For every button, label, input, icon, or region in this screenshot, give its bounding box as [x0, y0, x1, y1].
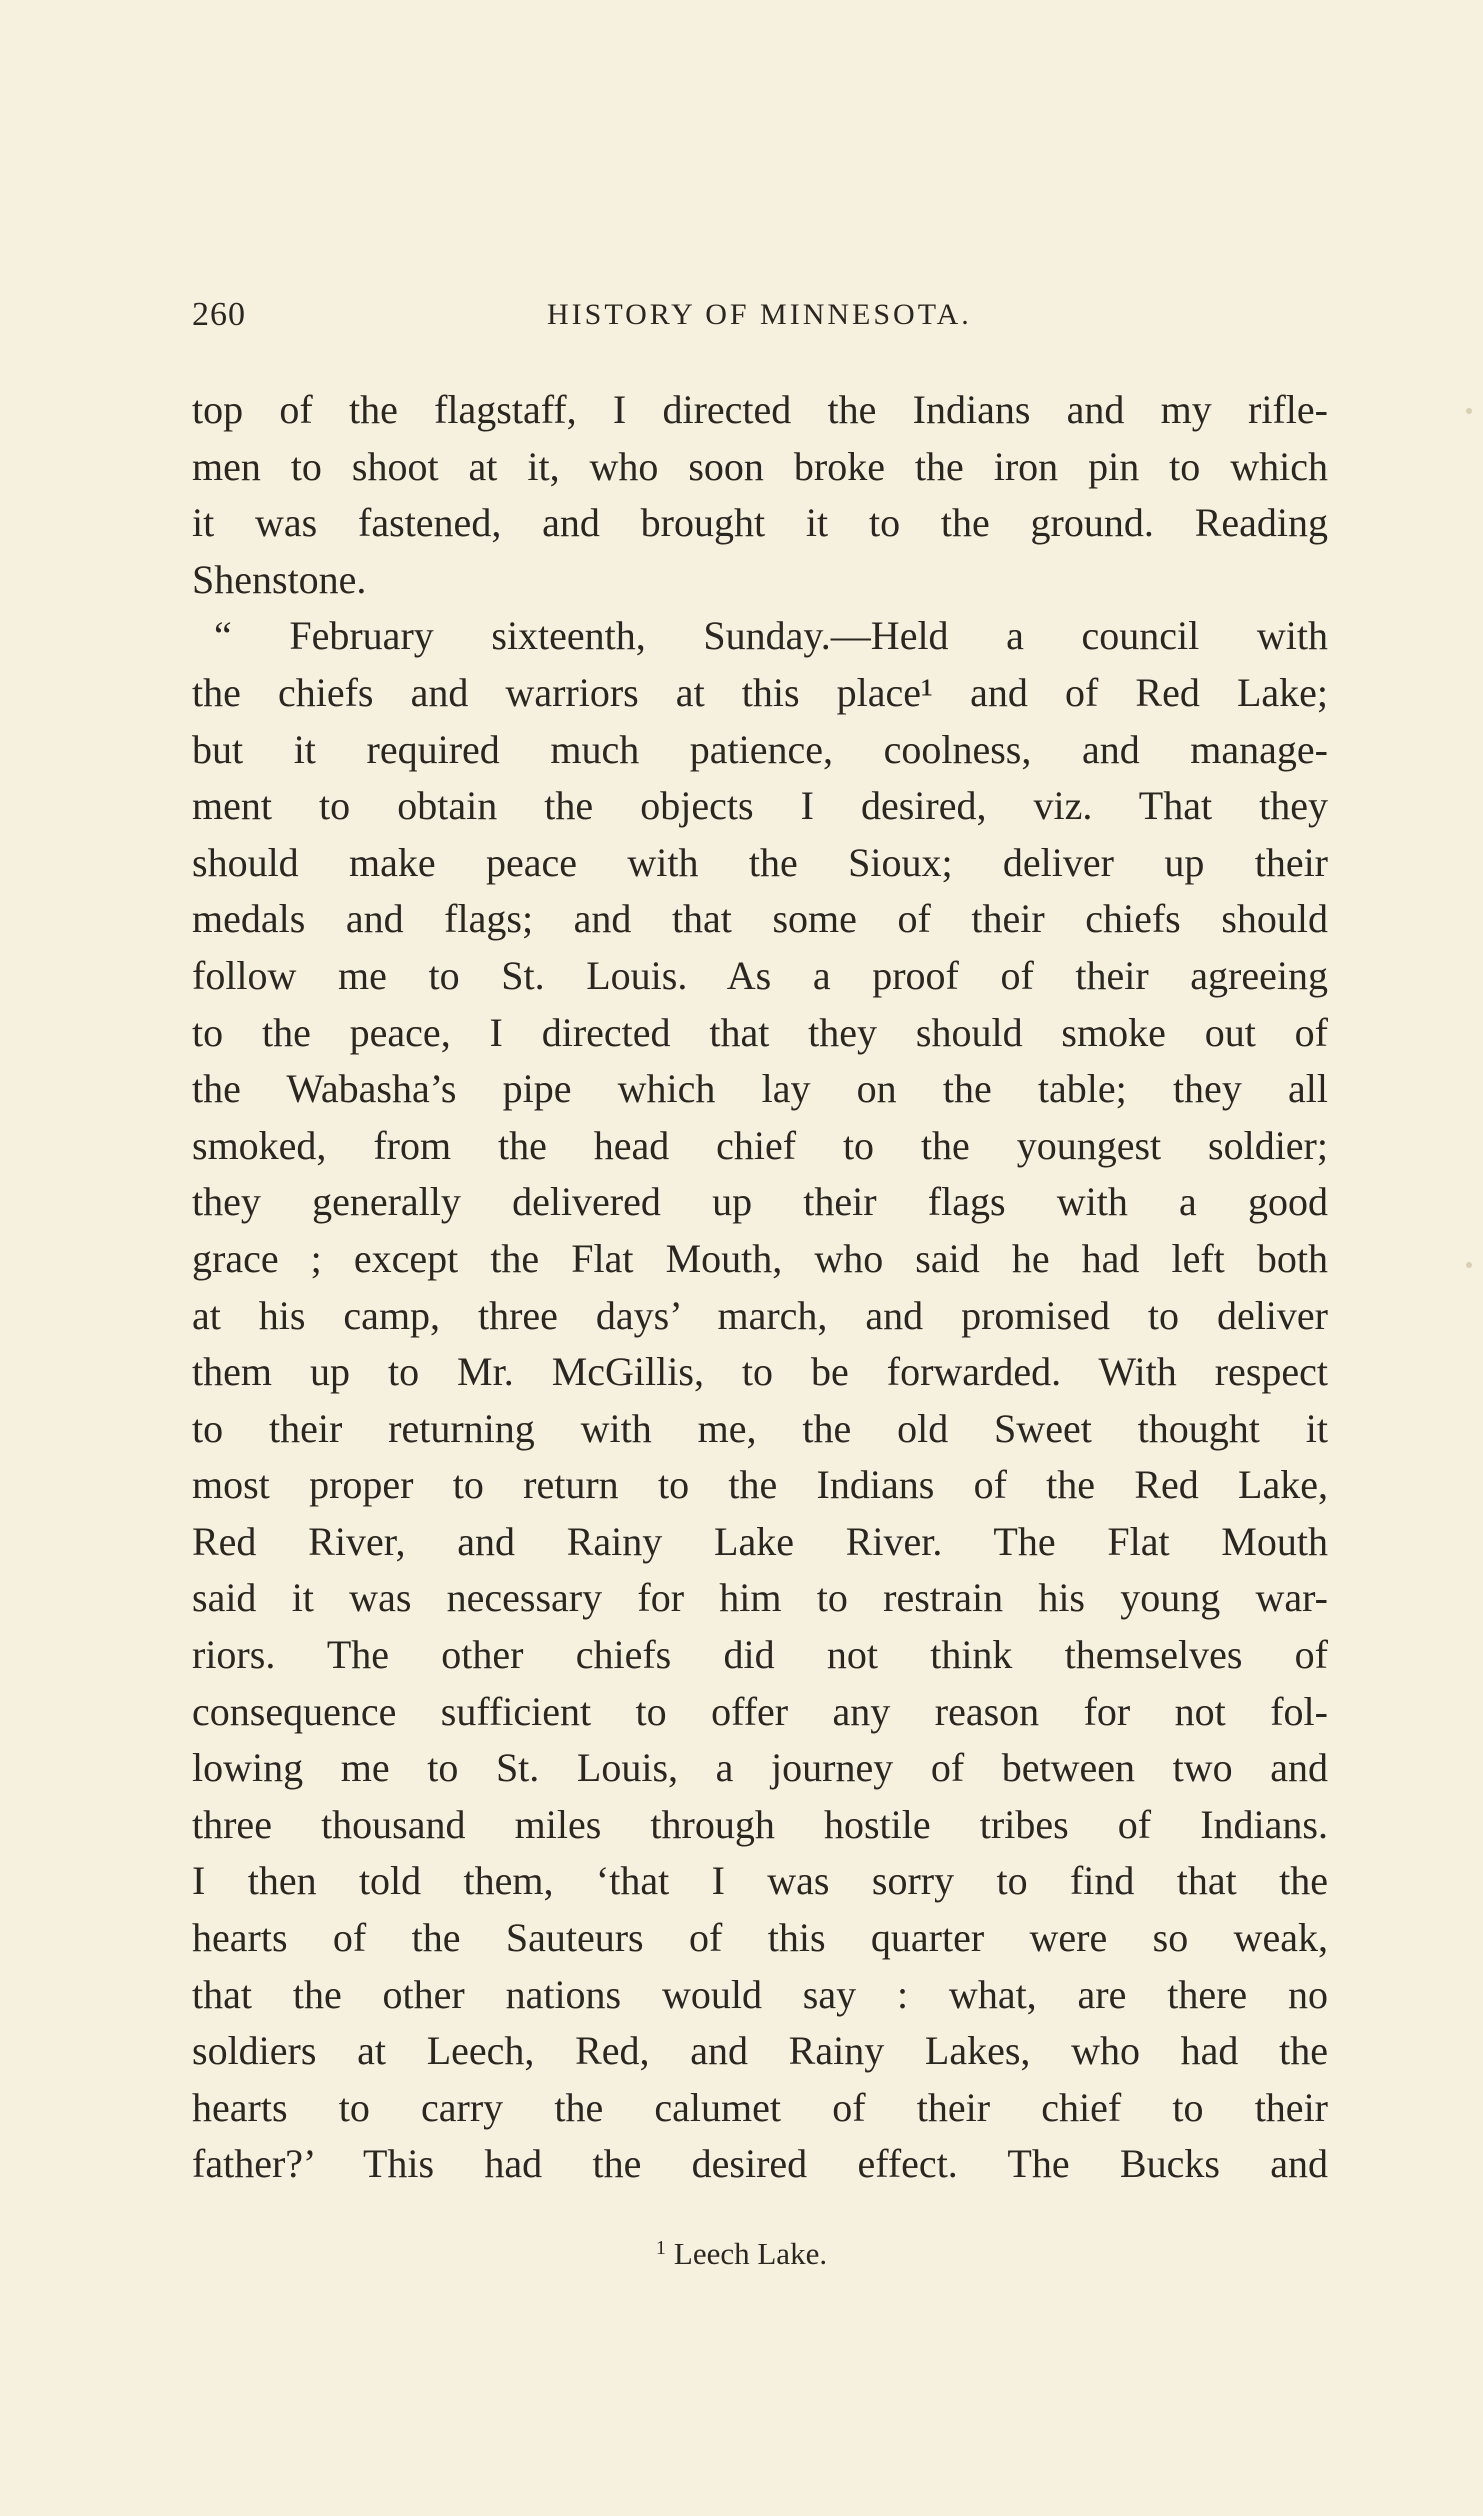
- text-line: medals and flags; and that some of their chiefs should: [192, 896, 1328, 942]
- text-line: follow me to St. Louis. As a proof of their agreeing: [192, 952, 1328, 998]
- text-line: hearts to carry the calumet of their chief to their: [192, 2084, 1328, 2130]
- text-line: soldiers at Leech, Red, and Rainy Lakes, who had the: [192, 2028, 1328, 2074]
- text-line: three thousand miles through hostile tribes of Indians.: [192, 1801, 1328, 1847]
- page-number: 260: [192, 296, 246, 333]
- text-line: they generally delivered up their flags with a good: [192, 1179, 1328, 1225]
- footnote-text: Leech Lake.: [673, 2236, 828, 2271]
- text-line: riors. The other chiefs did not think themselves of: [192, 1632, 1328, 1678]
- footnote: [0, 2236, 1483, 2272]
- text-line: should make peace with the Sioux; deliver up their: [192, 839, 1328, 885]
- text-line: Shenstone.: [192, 556, 367, 602]
- text-line: smoked, from the head chief to the youngest soldier;: [192, 1122, 1328, 1168]
- text-line: most proper to return to the Indians of the Red Lake,: [192, 1462, 1328, 1508]
- text-line: the chiefs and warriors at this place¹ and of Red Lake;: [192, 669, 1328, 715]
- text-line: it was fastened, and brought it to the ground. Reading: [192, 500, 1328, 546]
- text-line: at his camp, three days’ march, and promised to deliver: [192, 1292, 1328, 1338]
- text-line: that the other nations would say : what, are there no: [192, 1971, 1328, 2017]
- text-line: grace ; except the Flat Mouth, who said he had left both: [192, 1235, 1328, 1281]
- text-line: but it required much patience, coolness, and manage-: [192, 726, 1328, 772]
- text-line: Red River, and Rainy Lake River. The Flat Mouth: [192, 1518, 1328, 1564]
- text-line: father?’ This had the desired effect. The Bucks and: [192, 2141, 1328, 2187]
- running-head: HISTORY OF MINNESOTA.: [547, 298, 972, 331]
- text-line: lowing me to St. Louis, a journey of between two and: [192, 1745, 1328, 1791]
- footnote-marker: 1: [655, 2237, 666, 2259]
- text-line: “ February sixteenth, Sunday.—Held a council with: [214, 613, 1328, 659]
- body-text: [192, 382, 1328, 2193]
- paper-speck: [1466, 408, 1472, 414]
- text-line: hearts of the Sauteurs of this quarter were so weak,: [192, 1915, 1328, 1961]
- text-line: top of the flagstaff, I directed the Indians and my rifle-: [192, 387, 1328, 432]
- text-line: men to shoot at it, who soon broke the iron pin to which: [192, 443, 1328, 489]
- text-line: the Wabasha’s pipe which lay on the table; they all: [192, 1066, 1328, 1112]
- text-line: consequence sufficient to offer any reason for not fol-: [192, 1688, 1328, 1734]
- text-line: I then told them, ‘that I was sorry to find that the: [192, 1858, 1328, 1904]
- text-line: them up to Mr. McGillis, to be forwarded. With respect: [192, 1349, 1328, 1395]
- page-header: [192, 296, 1328, 342]
- text-line: ment to obtain the objects I desired, viz. That they: [192, 783, 1328, 829]
- text-line: to the peace, I directed that they should smoke out of: [192, 1009, 1328, 1055]
- text-line: said it was necessary for him to restrain his young war-: [192, 1575, 1328, 1621]
- paper-speck: [1466, 1262, 1472, 1268]
- text-line: to their returning with me, the old Sweet thought it: [192, 1405, 1328, 1451]
